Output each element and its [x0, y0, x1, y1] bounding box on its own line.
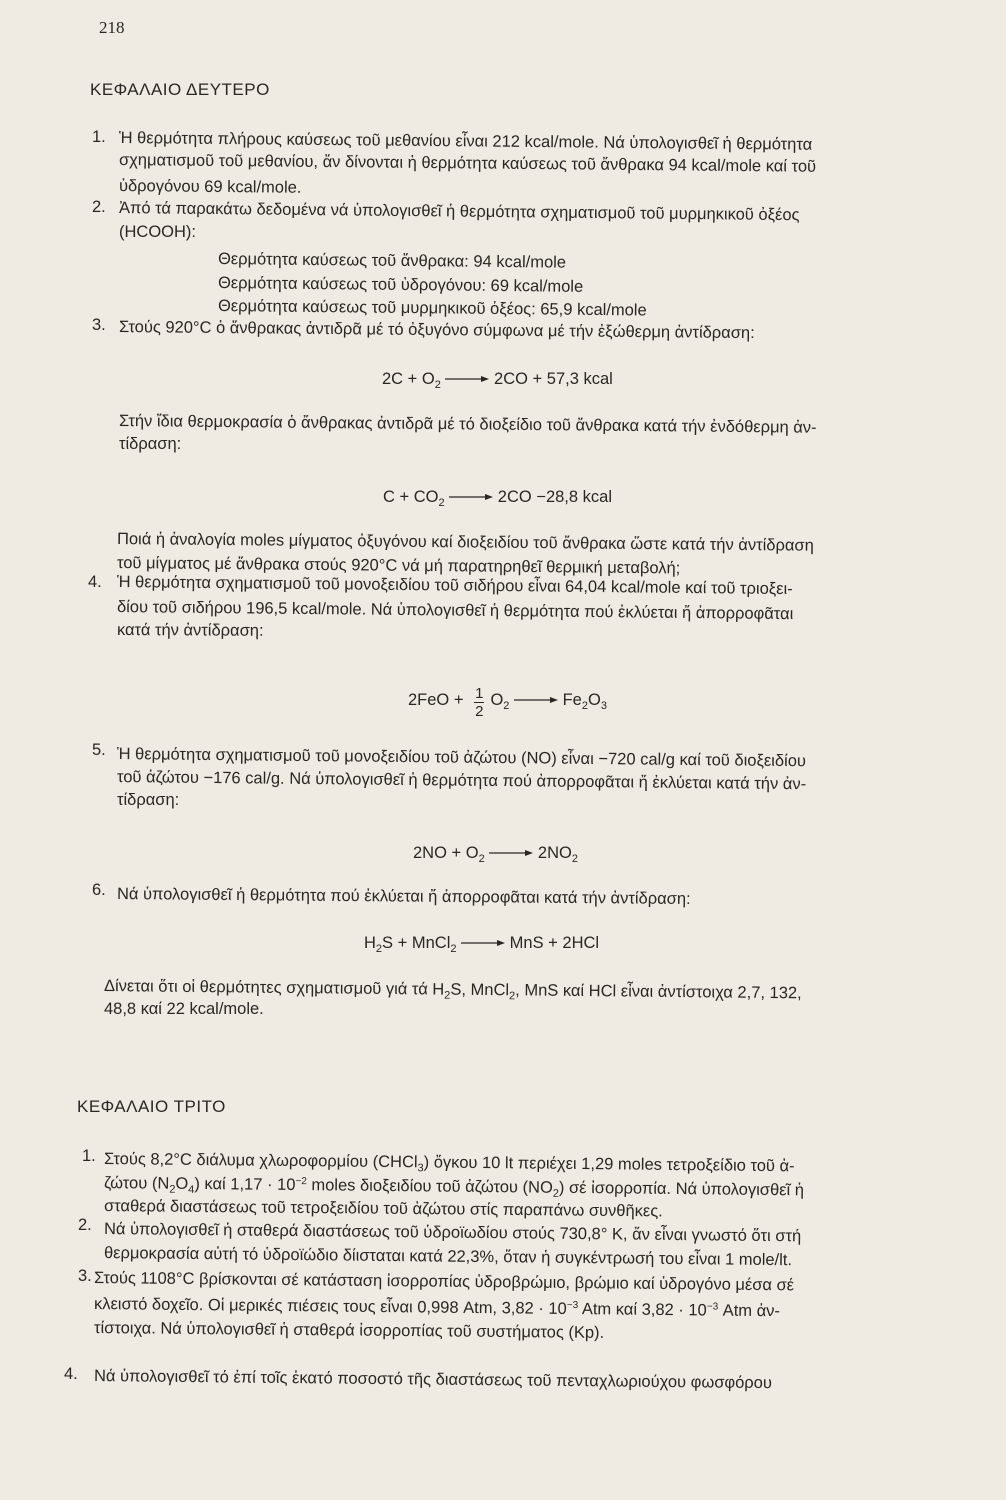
equation-4 — [413, 843, 578, 863]
subscript: 2 — [552, 1187, 559, 1200]
problem-4-line-1: Ἡ θερμότητα σχηματισμοῦ τοῦ μονοξειδίου τοῦ σιδήρου εἶναι 64,04 kcal/mole καί τοῦ τριοξει- — [116, 573, 793, 599]
problem-6-number: 6. — [92, 881, 106, 899]
question-3-line-3: τίστοιχα. Νά ὑπολογισθεῖ ἡ σταθερά ἰσορροπίας τοῦ συστήματος (Kp). — [93, 1319, 605, 1342]
page-number: 218 — [99, 18, 125, 37]
subscript: 2 — [444, 989, 451, 1002]
question-4-line-1: Νά ὑπολογισθεῖ τό ἐπί τοῖς ἑκατό ποσοστό τῆς διαστάσεως τοῦ πενταχλωριούχου φωσφόρου — [93, 1367, 772, 1393]
problem-6-line-1: Νά ὑπολογισθεῖ ἡ θερμότητα πού ἐκλύεται ἤ ἀπορροφᾶται κατά τήν ἀντίδραση: — [116, 885, 691, 909]
problem-1-line-2: σχηματισμοῦ τοῦ μεθανίου, ἄν δίνονται ἡ θερμότητα καύσεως τοῦ ἄνθρακα 94 kcal/mole καί τοῦ — [118, 151, 817, 176]
equation-5 — [364, 933, 599, 953]
problem-3-number: 3. — [92, 316, 106, 334]
problem-2-line-2: (HCOOH): — [119, 223, 196, 241]
equation-3-right: Fe — [562, 690, 582, 709]
subscript: 2 — [478, 853, 485, 865]
equation-2-right: 2CO −28,8 kcal — [497, 488, 612, 506]
subscript: 2 — [581, 699, 588, 712]
exponent: −3 — [706, 1301, 719, 1313]
problem-5-number: 5. — [92, 741, 106, 759]
reaction-arrow-icon — [489, 848, 533, 858]
fraction-numerator: 1 — [475, 685, 484, 702]
reaction-arrow-icon — [445, 374, 489, 384]
problem-5-line-1: Ἡ θερμότητα σχηματισμοῦ τοῦ μονοξειδίου τοῦ ἀζώτου (NO) εἶναι −720 cal/g καί τοῦ διοξειδίου — [116, 745, 807, 771]
question-2-line-1: Νά ὑπολογισθεῖ ἡ σταθερά διαστάσεως τοῦ ὑδροϊωδίου στούς 730,8° K, ἄν εἶναι γνωστό ὅτι στή — [103, 1220, 802, 1246]
exponent: −3 — [566, 1299, 579, 1312]
subscript: 2 — [438, 497, 445, 509]
problem-4-line-2: δίου τοῦ σιδήρου 196,5 kcal/mole. Νά ὑπολογισθεῖ ἡ θερμότητα πού ἐκλύεται ἤ ἀπορροφᾶται — [116, 598, 794, 624]
subscript: 2 — [434, 379, 441, 391]
question-3-line-2-b: Atm καί 3,82 · 10 — [578, 1300, 707, 1320]
equation-5-left: S + MnCl — [382, 934, 451, 952]
subscript: 2 — [571, 853, 578, 865]
equation-3 — [408, 683, 607, 718]
equation-4-right: 2NO — [537, 844, 572, 862]
equation-5-h: H — [364, 934, 376, 952]
exponent: −2 — [295, 1176, 307, 1188]
question-3-line-2 — [94, 1294, 780, 1321]
equation-5-right: MnS + 2HCl — [509, 934, 600, 952]
problem-2-data-1: Θερμότητα καύσεως τοῦ ἄνθρακα: 94 kcal/mole — [217, 250, 567, 272]
subscript: 2 — [508, 990, 516, 1003]
problem-2-data-2: Θερμότητα καύσεως τοῦ ὑδρογόνου: 69 kcal/mole — [217, 274, 584, 296]
problem-4-number: 4. — [88, 573, 102, 591]
equation-4-left: 2NO + O — [413, 844, 479, 862]
question-1-line-2-e: ) σέ ἰσορροπία. Νά ὑπολογισθεῖ ἡ — [558, 1178, 805, 1200]
reaction-arrow-icon — [461, 938, 505, 948]
subscript: 2 — [450, 943, 457, 955]
question-1-number: 1. — [82, 1147, 96, 1165]
question-3-line-2-c: Atm ἀν- — [718, 1301, 781, 1321]
problem-3-line-4: Ποιά ἡ ἀναλογία moles μίγματος ὀξυγόνου καί διοξειδίου τοῦ ἄνθρακα ὥστε κατά τήν ἀντίδραση — [116, 530, 814, 555]
equation-3-oxygen: O — [490, 690, 504, 709]
equation-3-right-tail: O — [587, 690, 601, 709]
equation-1 — [382, 369, 613, 389]
question-1-line-1 — [104, 1149, 795, 1176]
problem-2-number: 2. — [92, 198, 106, 216]
subscript: 2 — [375, 943, 383, 955]
question-1-line-3: σταθερά διαστάσεως τοῦ τετροξειδίου τοῦ ἀζώτου στίς παραπάνω συνθῆκες. — [103, 1197, 663, 1221]
question-1-line-2-c: ) καί 1,17 · 10 — [194, 1174, 296, 1195]
problem-1-line-3: ὑδρογόνου 69 kcal/mole. — [118, 177, 302, 197]
equation-3-left: 2FeO + — [408, 690, 464, 709]
question-2-number: 2. — [78, 1216, 92, 1234]
question-1-line-1-pre: Στούς 8,2°C διάλυμα χλωροφορμίου (CHCl — [103, 1150, 418, 1172]
problem-6-line-2-pre: Δίνεται ὅτι οἱ θερμότητες σχηματισμοῦ γιά τά H — [103, 977, 445, 999]
reaction-arrow-icon — [514, 695, 558, 705]
problem-4-line-3: κατά τήν ἀντίδραση: — [116, 621, 264, 640]
problem-6-line-2-post: , MnS καί HCl εἶναι ἀντίστοιχα 2,7, 132, — [515, 981, 802, 1003]
question-1-line-2-d: moles διοξειδίου τοῦ ἀζώτου (NO — [306, 1176, 553, 1197]
problem-6-line-3: 48,8 καί 22 kcal/mole. — [104, 1000, 264, 1018]
problem-2-line-1: Ἀπό τά παρακάτω δεδομένα νά ὑπολογισθεῖ ἡ θερμότητα σχηματισμοῦ τοῦ μυρμηκικοῦ ὀξέος — [118, 199, 800, 225]
problem-1-line-1: Ἡ θερμότητα πλήρους καύσεως τοῦ μεθανίου εἶναι 212 kcal/mole. Νά ὑπολογισθεῖ ἡ θερμότητα — [118, 129, 813, 154]
equation-2-left: C + CO — [383, 488, 439, 506]
chapter-2-heading: ΚΕΦΑΛΑΙΟ ΔΕΥΤΕΡΟ — [90, 80, 270, 99]
equation-1-left: 2C + O — [382, 370, 435, 388]
problem-3-line-3: τίδραση: — [119, 435, 182, 453]
subscript: 2 — [169, 1183, 176, 1196]
question-3-line-2-a: κλειστό δοχεῖο. Οἱ μερικές πιέσεις τους εἶναι 0,998 Atm, 3,82 · 10 — [93, 1295, 567, 1318]
subscript: 2 — [503, 699, 510, 712]
problem-5-line-2: τοῦ ἀζώτου −176 cal/g. Νά ὑπολογισθεῖ ἡ θερμότητα πού ἀπορροφᾶται ἤ ἐκλύεται κατά τήν ἀν- — [116, 768, 807, 794]
chapter-3-heading: ΚΕΦΑΛΑΙΟ ΤΡΙΤΟ — [77, 1097, 226, 1116]
reaction-arrow-icon — [449, 492, 493, 502]
problem-1-number: 1. — [92, 128, 106, 146]
problem-5-line-3: τίδραση: — [117, 791, 180, 809]
problem-6-line-2-mid: S, MnCl — [450, 980, 510, 1000]
equation-2 — [383, 487, 612, 507]
fraction-denominator: 2 — [475, 703, 484, 720]
problem-2-data-3: Θερμότητα καύσεως τοῦ μυρμηκικοῦ ὀξέος: 65,9 kcal/mole — [217, 297, 647, 320]
problem-3-line-2: Στήν ἴδια θερμοκρασία ὁ ἄνθρακας ἀντιδρᾶ μέ τό διοξείδιο τοῦ ἄνθρακα κατά τήν ἐνδόθερμη ἀν- — [118, 412, 817, 437]
problem-3-line-1: Στούς 920°C ὁ ἄνθρακας ἀντιδρᾶ μέ τό ὀξυγόνο σύμφωνα μέ τήν ἐξώθερμη ἀντίδραση: — [118, 318, 755, 343]
fraction-one-half — [474, 685, 484, 720]
question-1-line-1-post: ) ὄγκου 10 lt περιέχει 1,29 moles τετροξείδιο τοῦ ἀ- — [423, 1153, 795, 1176]
subscript: 3 — [417, 1162, 424, 1175]
subscript: 3 — [600, 699, 607, 712]
question-1-line-2-a: ζώτου (N — [103, 1174, 170, 1193]
question-4-number: 4. — [64, 1365, 78, 1383]
problem-3-line-5: τοῦ μίγματος μέ ἄνθρακα στούς 920°C νά μή παρατηρηθεῖ θερμική μεταβολή; — [116, 554, 681, 578]
subscript: 4 — [188, 1183, 195, 1196]
question-3-line-1: Στούς 1108°C βρίσκονται σέ κατάσταση ἰσορροπίας ὑδροβρώμιο, βρώμιο καί ὑδρογόνο μέσα σέ — [93, 1269, 795, 1295]
question-2-line-2: θερμοκρασία αὐτή τό ὑδροϊώδιο δίισταται κατά 22,3%, ὅταν ἡ συγκέντρωσή του εἶναι 1 mole/lt. — [103, 1244, 793, 1270]
question-1-line-2-b: O — [175, 1174, 189, 1193]
equation-1-right: 2CO + 57,3 kcal — [494, 370, 613, 388]
question-3-number: 3. — [78, 1267, 92, 1285]
